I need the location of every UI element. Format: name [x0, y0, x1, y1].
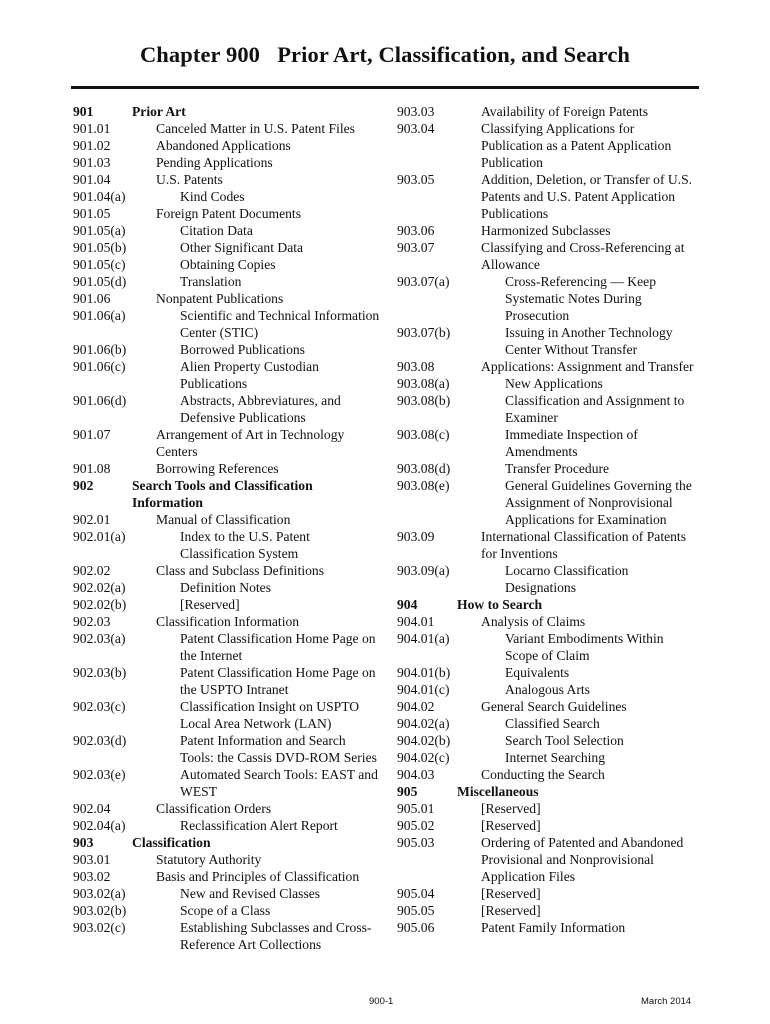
section-number: 903.08(b)	[397, 393, 451, 408]
section-title: Canceled Matter in U.S. Patent Files	[156, 121, 355, 136]
section-number: 903	[73, 835, 94, 850]
section-number: 904.02(b)	[397, 733, 451, 748]
toc-entry	[73, 562, 381, 579]
section-title: Immediate Inspection of Amendments	[505, 427, 638, 459]
section-number: 905.04	[397, 886, 435, 901]
section-title: Abandoned Applications	[156, 138, 291, 153]
section-title: Harmonized Subclasses	[481, 223, 611, 238]
section-number: 903.09(a)	[397, 563, 450, 578]
section-title: Establishing Subclasses and Cross-Reference Art Collections	[180, 920, 372, 952]
section-number: 901.08	[73, 461, 111, 476]
section-title: Ordering of Patented and Abandoned Provisional and Nonprovisional Application Files	[481, 835, 684, 884]
toc-entry	[397, 732, 699, 749]
section-title: Patent Classification Home Page on the USPTO Intranet	[180, 665, 376, 697]
section-number: 904.01(b)	[397, 665, 451, 680]
section-title: [Reserved]	[481, 801, 541, 816]
section-title: Classification Orders	[156, 801, 272, 816]
toc-entry	[73, 290, 381, 307]
section-title: Patent Classification Home Page on the Internet	[180, 631, 376, 663]
section-title: Scientific and Technical Information Center (STIC)	[180, 308, 380, 340]
section-title: Arrangement of Art in Technology Centers	[156, 427, 345, 459]
toc-entry	[73, 205, 381, 222]
toc-entry	[397, 698, 699, 715]
section-number: 905.06	[397, 920, 435, 935]
section-title: Pending Applications	[156, 155, 273, 170]
section-title: How to Search	[457, 597, 543, 612]
section-title: Cross-Referencing — Keep Systematic Notes During Prosecution	[505, 274, 656, 323]
section-number: 905.01	[397, 801, 435, 816]
section-title: [Reserved]	[481, 903, 541, 918]
toc-entry	[397, 562, 699, 596]
section-title: [Reserved]	[180, 597, 240, 612]
section-number: 903.06	[397, 223, 435, 238]
toc-entry	[73, 834, 381, 851]
toc-entry	[73, 222, 381, 239]
section-title: Availability of Foreign Patents	[481, 104, 649, 119]
toc-entry	[397, 766, 699, 783]
section-number: 903.02	[73, 869, 111, 884]
toc-entry	[397, 239, 699, 273]
section-number: 902.02(a)	[73, 580, 126, 595]
section-title: U.S. Patents	[156, 172, 223, 187]
section-number: 902.03(e)	[73, 767, 126, 782]
toc-entry	[397, 919, 699, 936]
section-title: Classification	[132, 835, 211, 850]
section-title: Kind Codes	[180, 189, 245, 204]
section-number: 903.02(a)	[73, 886, 126, 901]
section-title: New and Revised Classes	[180, 886, 321, 901]
toc-entry	[397, 426, 699, 460]
section-number: 901.02	[73, 138, 111, 153]
toc-entry	[73, 902, 381, 919]
section-number: 903.08(d)	[397, 461, 451, 476]
section-title: Conducting the Search	[481, 767, 605, 782]
section-title: Prior Art	[132, 104, 186, 119]
section-title: Analysis of Claims	[481, 614, 586, 629]
section-number: 904.02(a)	[397, 716, 450, 731]
section-number: 901.05(a)	[73, 223, 126, 238]
section-title: Applications: Assignment and Transfer	[481, 359, 694, 374]
toc-entry	[73, 103, 381, 120]
toc-entry	[397, 460, 699, 477]
section-title: Class and Subclass Definitions	[156, 563, 325, 578]
section-number: 902.03(a)	[73, 631, 126, 646]
section-number: 902.03	[73, 614, 111, 629]
section-title: Basis and Principles of Classification	[156, 869, 360, 884]
section-title: Nonpatent Publications	[156, 291, 284, 306]
chapter-title: Chapter 900 Prior Art, Classification, and Search	[139, 42, 631, 67]
toc-entry	[73, 426, 381, 460]
toc-entry	[397, 749, 699, 766]
toc-entry	[73, 137, 381, 154]
section-number: 905.05	[397, 903, 435, 918]
section-title: Borrowing References	[156, 461, 279, 476]
section-title: Transfer Procedure	[505, 461, 610, 476]
section-number: 903.01	[73, 852, 111, 867]
toc-entry	[397, 817, 699, 834]
section-title: Equivalents	[505, 665, 570, 680]
toc-entry	[73, 630, 381, 664]
section-title: Manual of Classification	[156, 512, 291, 527]
toc-entry	[73, 664, 381, 698]
section-title: Other Significant Data	[180, 240, 304, 255]
section-number: 901.05(c)	[73, 257, 126, 272]
toc-entry	[397, 477, 699, 528]
toc-entry	[397, 375, 699, 392]
section-number: 901.03	[73, 155, 111, 170]
toc-entry	[73, 919, 381, 953]
section-number: 903.08(e)	[397, 478, 450, 493]
toc-entry	[397, 885, 699, 902]
section-title: Reclassification Alert Report	[180, 818, 338, 833]
section-number: 902.01(a)	[73, 529, 126, 544]
toc-entry	[397, 324, 699, 358]
section-number: 903.03	[397, 104, 435, 119]
section-number: 903.09	[397, 529, 435, 544]
section-number: 904.01	[397, 614, 435, 629]
section-title: Foreign Patent Documents	[156, 206, 301, 221]
title-rule	[71, 86, 699, 89]
section-title: Alien Property Custodian Publications	[180, 359, 319, 391]
section-number: 902.03(c)	[73, 699, 126, 714]
section-number: 903.02(b)	[73, 903, 127, 918]
toc-entry	[397, 596, 699, 613]
section-title: General Guidelines Governing the Assignment of Nonprovisional Applications for Examination	[505, 478, 692, 527]
section-number: 905.03	[397, 835, 435, 850]
section-number: 901.05(b)	[73, 240, 127, 255]
section-title: Abstracts, Abbreviatures, and Defensive Publications	[180, 393, 341, 425]
section-number: 903.08	[397, 359, 435, 374]
section-title: Classifying and Cross-Referencing at Allowance	[481, 240, 685, 272]
section-number: 902.03(b)	[73, 665, 127, 680]
section-number: 903.04	[397, 121, 435, 136]
publication-date: March 2014	[641, 996, 692, 1007]
toc-entry	[73, 239, 381, 256]
section-title: Translation	[180, 274, 242, 289]
section-title: Classification Information	[156, 614, 300, 629]
toc-entry	[397, 902, 699, 919]
page-number: 900-1	[369, 996, 394, 1007]
section-title: Automated Search Tools: EAST and WEST	[180, 767, 378, 799]
section-title: Citation Data	[180, 223, 253, 238]
toc-entry	[397, 613, 699, 630]
section-title: Scope of a Class	[180, 903, 271, 918]
toc-entry	[73, 851, 381, 868]
toc-left-column	[73, 103, 381, 953]
section-number: 904.01(a)	[397, 631, 450, 646]
toc-entry	[73, 188, 381, 205]
section-title: Addition, Deletion, or Transfer of U.S. Patents and U.S. Patent Application Publications	[481, 172, 693, 221]
section-title: Patent Family Information	[481, 920, 626, 935]
toc-entry	[397, 392, 699, 426]
section-number: 902.03(d)	[73, 733, 127, 748]
toc-entry	[73, 341, 381, 358]
section-title: General Search Guidelines	[481, 699, 627, 714]
toc-entry	[73, 392, 381, 426]
section-number: 903.07(a)	[397, 274, 450, 289]
toc-entry	[73, 477, 381, 511]
section-number: 904.01(c)	[397, 682, 450, 697]
toc-entry	[397, 171, 699, 222]
section-title: Search Tools and Classification Information	[132, 478, 313, 510]
section-title: New Applications	[505, 376, 603, 391]
toc-entry	[397, 358, 699, 375]
section-number: 904	[397, 597, 418, 612]
toc-entry	[397, 715, 699, 732]
section-title: Internet Searching	[505, 750, 606, 765]
section-number: 901.06(b)	[73, 342, 127, 357]
section-title: Classification and Assignment to Examiner	[505, 393, 685, 425]
toc-entry	[73, 732, 381, 766]
toc-entry	[397, 120, 699, 171]
toc-entry	[73, 579, 381, 596]
section-number: 903.08(c)	[397, 427, 450, 442]
toc-entry	[73, 256, 381, 273]
toc-entry	[397, 783, 699, 800]
toc-entry	[73, 120, 381, 137]
section-number: 903.02(c)	[73, 920, 126, 935]
section-number: 901.06	[73, 291, 111, 306]
section-title: Miscellaneous	[457, 784, 539, 799]
toc-entry	[397, 528, 699, 562]
section-number: 902.02(b)	[73, 597, 127, 612]
section-title: Search Tool Selection	[505, 733, 624, 748]
section-title: [Reserved]	[481, 818, 541, 833]
section-number: 901.06(c)	[73, 359, 126, 374]
toc-entry	[73, 868, 381, 885]
section-title: Borrowed Publications	[180, 342, 305, 357]
section-title: Analogous Arts	[505, 682, 590, 697]
toc-entry	[73, 698, 381, 732]
toc-entry	[397, 273, 699, 324]
section-number: 903.07(b)	[397, 325, 451, 340]
toc-entry	[73, 766, 381, 800]
section-title: Definition Notes	[180, 580, 271, 595]
section-number: 901.05(d)	[73, 274, 127, 289]
toc-entry	[397, 103, 699, 120]
section-title: Classified Search	[505, 716, 600, 731]
toc-entry	[73, 817, 381, 834]
section-number: 903.07	[397, 240, 435, 255]
toc-entry	[73, 511, 381, 528]
toc-entry	[73, 154, 381, 171]
section-number: 904.02	[397, 699, 435, 714]
section-number: 902.01	[73, 512, 111, 527]
section-number: 901.04	[73, 172, 111, 187]
section-number: 905	[397, 784, 418, 799]
section-number: 901.04(a)	[73, 189, 126, 204]
toc-entry	[73, 273, 381, 290]
section-title: Index to the U.S. Patent Classification System	[180, 529, 310, 561]
toc-right-column	[397, 103, 699, 936]
toc-entry	[73, 171, 381, 188]
section-number: 901.06(d)	[73, 393, 127, 408]
toc-entry	[397, 681, 699, 698]
section-number: 903.08(a)	[397, 376, 450, 391]
section-number: 904.02(c)	[397, 750, 450, 765]
section-number: 901.01	[73, 121, 111, 136]
toc-entry	[73, 596, 381, 613]
section-title: International Classification of Patents for Inventions	[481, 529, 686, 561]
section-number: 902.04	[73, 801, 111, 816]
section-title: Locarno Classification Designations	[505, 563, 629, 595]
toc-entry	[397, 834, 699, 885]
section-number: 901.06(a)	[73, 308, 126, 323]
toc-entry	[73, 460, 381, 477]
section-number: 904.03	[397, 767, 435, 782]
section-number: 901.07	[73, 427, 111, 442]
section-title: Variant Embodiments Within Scope of Claim	[505, 631, 664, 663]
toc-entry	[397, 222, 699, 239]
section-title: Classification Insight on USPTO Local Area Network (LAN)	[180, 699, 360, 731]
section-title: Obtaining Copies	[180, 257, 276, 272]
section-title: [Reserved]	[481, 886, 541, 901]
toc-entry	[397, 800, 699, 817]
section-title: Patent Information and Search Tools: the Cassis DVD-ROM Series	[180, 733, 377, 765]
section-number: 901.05	[73, 206, 111, 221]
toc-entry	[73, 358, 381, 392]
toc-entry	[73, 528, 381, 562]
section-number: 903.05	[397, 172, 435, 187]
section-number: 905.02	[397, 818, 435, 833]
toc-entry	[73, 800, 381, 817]
section-title: Classifying Applications for Publication as a Patent Application Publication	[481, 121, 672, 170]
section-title: Issuing in Another Technology Center Without Transfer	[505, 325, 673, 357]
toc-entry	[73, 613, 381, 630]
toc-entry	[397, 630, 699, 664]
toc-entry	[73, 885, 381, 902]
toc-entry	[397, 664, 699, 681]
section-number: 902.02	[73, 563, 111, 578]
section-number: 902	[73, 478, 94, 493]
section-number: 902.04(a)	[73, 818, 126, 833]
toc-entry	[73, 307, 381, 341]
section-title: Statutory Authority	[156, 852, 262, 867]
section-number: 901	[73, 104, 94, 119]
